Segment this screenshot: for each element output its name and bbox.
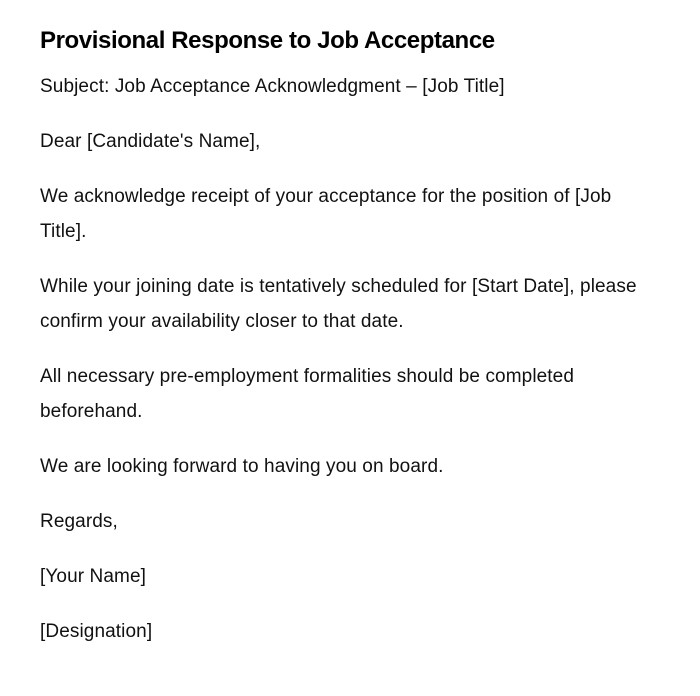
- subject-line: Subject: Job Acceptance Acknowledgment – [Job Title]: [40, 76, 505, 97]
- signature-designation: [Designation]: [40, 621, 153, 642]
- body-paragraph-2: While your joining date is tentatively scheduled for [Start Date], please confirm your availability closer to that date.: [40, 276, 637, 332]
- signature-name: [Your Name]: [40, 566, 147, 587]
- body-paragraph-4: We are looking forward to having you on board.: [40, 456, 444, 477]
- letter-document: [40, 24, 660, 649]
- closing: Regards,: [40, 511, 118, 532]
- document-title: Provisional Response to Job Acceptance: [40, 27, 495, 54]
- body-paragraph-1: We acknowledge receipt of your acceptance for the position of [Job Title].: [40, 186, 612, 242]
- body-paragraph-3: All necessary pre-employment formalities should be completed beforehand.: [40, 366, 575, 422]
- salutation: Dear [Candidate's Name],: [40, 131, 261, 152]
